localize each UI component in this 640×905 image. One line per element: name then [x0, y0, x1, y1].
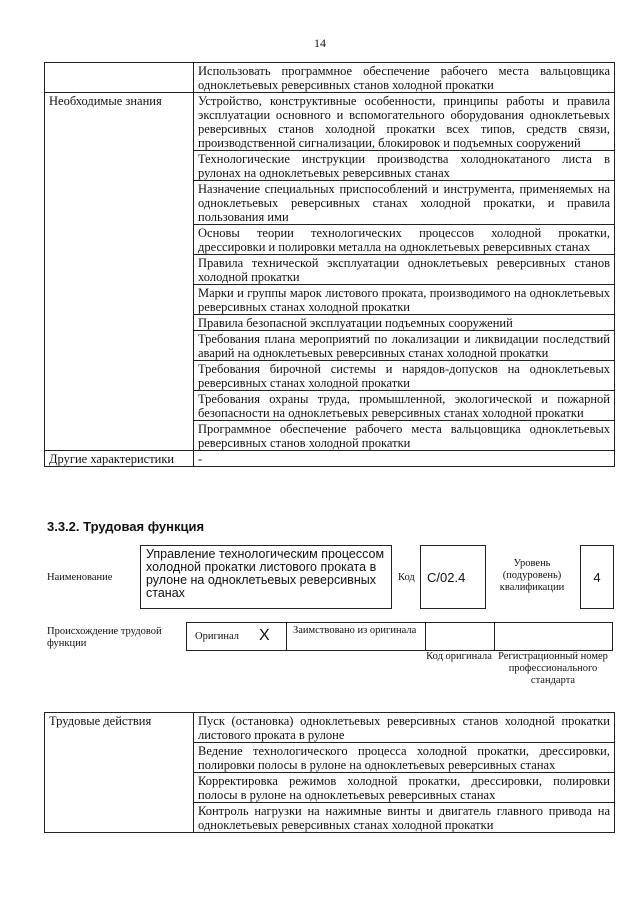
divider	[286, 622, 287, 650]
level-value: 4	[593, 570, 601, 585]
table-row	[45, 93, 615, 151]
table-cell: Основы теории технологических процессов холодной прокатки, дрессировки и полировки металла на одноклетьевых реверсивных станах	[194, 225, 615, 255]
row-label-actions: Трудовые действия	[45, 713, 194, 833]
actions-table	[44, 712, 615, 833]
table-cell: Программное обеспечение рабочего места вальцовщика одноклетьевых реверсивных станов холодной прокатки	[194, 421, 615, 451]
code-label: Код	[398, 572, 415, 583]
table-cell: -	[194, 451, 615, 467]
table-cell: Требования охраны труда, промышленной, экологической и пожарной безопасности на одноклетьевых реверсивных станах холодной прокатки	[194, 391, 615, 421]
code-caption: Код оригинала	[426, 651, 492, 662]
table-row	[45, 713, 615, 743]
code-value: C/02.4	[427, 570, 466, 585]
name-label: Наименование	[47, 572, 113, 583]
table-cell: Марки и группы марок листового проката, производимого на одноклетьевых реверсивных станах холодной прокатки	[194, 285, 615, 315]
name-box	[140, 545, 392, 609]
table-cell: Правила безопасной эксплуатации подъемных сооружений	[194, 315, 615, 331]
borrowed-label: Заимствовано из оригинала	[293, 625, 417, 636]
table-cell: Технологические инструкции производства холоднокатаного листа в рулонах на одноклетьевых реверсивных станах	[194, 151, 615, 181]
table-cell: Ведение технологического процесса холодной прокатки, дрессировки, полировки полосы в рулоне на одноклетьевых реверсивных станах	[194, 743, 615, 773]
table-cell: Корректировка режимов холодной прокатки, дрессировки, полировки полосы в рулоне на одноклетьевых реверсивных станах	[194, 773, 615, 803]
table-cell: Пуск (остановка) одноклетьевых реверсивных станов холодной прокатки листового проката в рулоне	[194, 713, 615, 743]
table-cell: Назначение специальных приспособлений и инструмента, применяемых на одноклетьевых реверсивных станах холодной прокатки, и правила пользования ими	[194, 181, 615, 225]
level-box	[580, 545, 614, 609]
page-number: 14	[314, 36, 326, 50]
table-row	[45, 63, 615, 93]
reg-caption: Регистрационный номер профессионального стандарта	[498, 651, 608, 686]
table-cell: Правила технической эксплуатации одноклетьевых реверсивных станов холодной прокатки	[194, 255, 615, 285]
table-cell: Контроль нагрузки на нажимные винты и двигатель главного привода на одноклетьевых реверсивных станах холодной прокатки	[194, 803, 615, 833]
table-cell: Требования плана мероприятий по локализации и ликвидации последствий аварий на одноклетьевых реверсивных станах холодной прокатки	[194, 331, 615, 361]
row-label-other: Другие характеристики	[45, 451, 194, 467]
code-box	[420, 545, 486, 609]
original-mark: X	[259, 627, 270, 644]
divider	[425, 622, 426, 650]
name-value: Управление технологическим процессом холодной прокатки листового проката в рулоне на одноклетьевых реверсивных станах	[146, 547, 385, 600]
row-label	[45, 63, 194, 93]
knowledge-table	[44, 62, 615, 467]
original-label: Оригинал	[195, 631, 239, 642]
level-label: Уровень (подуровень) квалификации	[499, 558, 565, 593]
origin-box	[186, 622, 613, 651]
section-title: 3.3.2. Трудовая функция	[47, 519, 205, 534]
row-label-knowledge: Необходимые знания	[45, 93, 194, 451]
origin-label: Происхождение трудовой функции	[47, 626, 162, 649]
table-cell: Использовать программное обеспечение рабочего места вальцовщика одноклетьевых реверсивных станов холодной прокатки	[194, 63, 615, 93]
table-cell: Требования бирочной системы и нарядов-допусков на одноклетьевых реверсивных станах холодной прокатки	[194, 361, 615, 391]
table-row	[45, 451, 615, 467]
divider	[494, 622, 495, 650]
table-cell: Устройство, конструктивные особенности, принципы работы и правила эксплуатации основного и вспомогательного оборудования одноклетьевых реверсивных станов холодной прокатки всех типов, средств связи, производственной сигнализации, блокировок и подъемных сооружений	[194, 93, 615, 151]
